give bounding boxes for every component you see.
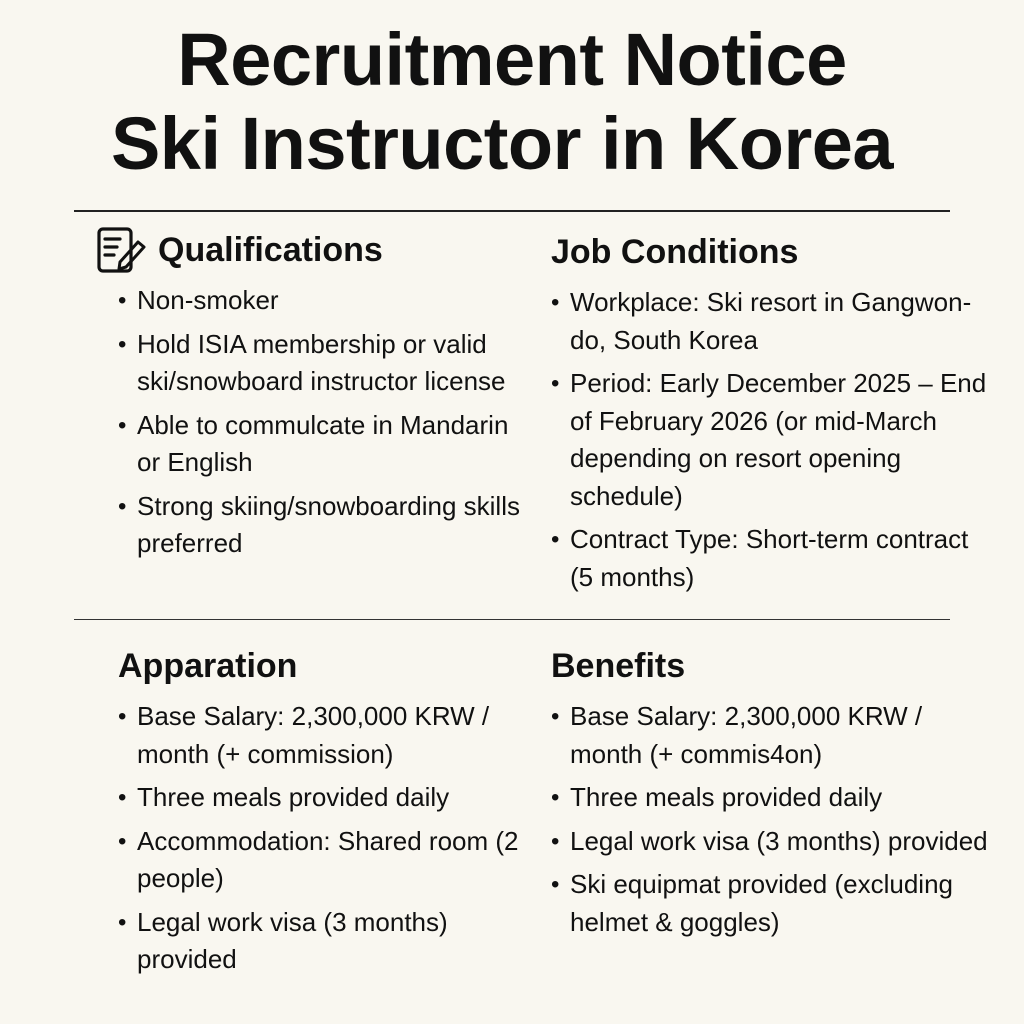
list-item: • Base Salary: 2,300,000 KRW / month (+ commis4on)	[551, 698, 991, 773]
list-item: • Three meals provided daily	[551, 779, 991, 817]
list-item: • Contract Type: Short-term contract (5 months)	[551, 521, 991, 596]
apparation-list	[118, 698, 538, 979]
job-conditions-heading: Job Conditions	[551, 233, 799, 271]
list-item: • Legal work visa (3 months) provided	[551, 823, 991, 861]
apparation-section	[118, 646, 538, 985]
benefits-heading: Benefits	[551, 647, 686, 685]
list-item: • Able to commulcate in Mandarin or English	[118, 407, 534, 482]
list-item: • Period: Early December 2025 – End of February 2026 (or mid-March depending on resort opening schedule)	[551, 365, 991, 515]
benefits-list	[551, 698, 991, 941]
list-item: • Legal work visa (3 months) provided	[118, 904, 538, 979]
list-item: • Workplace: Ski resort in Gangwon-do, South Korea	[551, 284, 991, 359]
list-item: • Three meals provided daily	[118, 779, 538, 817]
benefits-section	[551, 646, 991, 947]
list-item: • Strong skiing/snowboarding skills preferred	[118, 488, 534, 563]
list-item: • Base Salary: 2,300,000 KRW / month (+ commission)	[118, 698, 538, 773]
job-conditions-section	[551, 232, 991, 602]
top-divider	[74, 210, 950, 212]
qualifications-heading: Qualifications	[158, 231, 383, 269]
list-item: • Hold ISIA membership or valid ski/snowboard instructor license	[118, 326, 534, 401]
checklist-document-icon	[94, 222, 150, 278]
qualifications-section	[94, 222, 534, 569]
notice-title: Recruitment Notice	[177, 18, 847, 101]
apparation-heading: Apparation	[118, 647, 298, 685]
list-item: • Accommodation: Shared room (2 people)	[118, 823, 538, 898]
middle-divider	[74, 619, 950, 620]
list-item: • Non-smoker	[118, 282, 534, 320]
qualifications-heading-row	[94, 222, 534, 278]
job-conditions-list	[551, 284, 991, 596]
qualifications-list	[118, 282, 534, 563]
list-item: • Ski equipmat provided (excluding helmet & goggles)	[551, 866, 991, 941]
notice-subtitle: Ski Instructor in Korea	[110, 102, 894, 185]
